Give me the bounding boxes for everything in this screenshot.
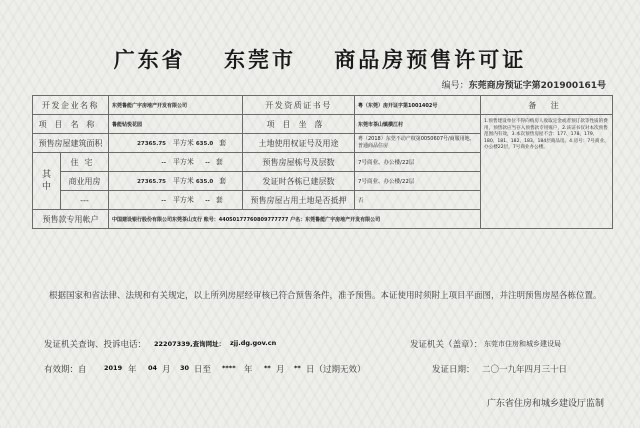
issue-date-value: 二〇一九年四月三十日 bbox=[482, 365, 568, 375]
page-title bbox=[0, 44, 640, 74]
footer-supervisor: 广东省住房和城乡建设厅监制 bbox=[486, 399, 604, 409]
mortgage-label: 预售房屋占用土地是否抵押 bbox=[243, 191, 355, 210]
certificate-table bbox=[32, 95, 613, 229]
valid-to-month: ** bbox=[264, 364, 271, 372]
valid-to-year: **** bbox=[222, 364, 236, 372]
title-province: 广东省 bbox=[113, 48, 186, 72]
commercial-label: 商业用房 bbox=[61, 172, 109, 191]
bldg-value: 7号商业、办公楼/22层 bbox=[355, 153, 481, 172]
hotline-value: 22207339,查询网址： bbox=[154, 340, 226, 348]
developer-label: 开发企业名称 bbox=[33, 96, 109, 115]
commercial-sets-unit: 套 bbox=[219, 177, 227, 185]
remarks-text: 1.预售建设单位不得向购房人收取定金或者预订款等性质的费用，预售款应当存入预售款专用账户，2.该证书仅对本次预售范围内有效，3.本次预售房屋不含：177、178、179、180、181、182、183、184层商品房。4.房号：7号商业、办公楼22层，7号商业办公楼。 bbox=[481, 115, 613, 229]
expiry-note: 日（过期无效） bbox=[306, 365, 366, 375]
cert-no-label: 编号： bbox=[441, 81, 469, 91]
statement-paragraph: 根据国家和省法律、法规和有关规定，以上所列房屋经审核已符合预售条件，准予预售。本证使用时须附上项目平面图，并注明预售房屋各栋位置。 bbox=[49, 291, 602, 301]
qizhong-label: 其 中 bbox=[33, 153, 61, 210]
location-label: 项目坐落 bbox=[243, 115, 355, 134]
other-unit: 平方米 bbox=[172, 196, 194, 204]
land-cert-label: 土地使用权证号及用途 bbox=[243, 134, 355, 153]
issue-value: 7号商业、办公楼/22层 bbox=[355, 172, 481, 191]
total-area-value: 27365.75 bbox=[137, 141, 166, 147]
bldg-label: 预售房屋栋号及层数 bbox=[243, 153, 355, 172]
office-label: 发证机关（盖章）： bbox=[410, 340, 483, 350]
table-row bbox=[33, 96, 613, 115]
title-cert-name: 商品房预售许可证 bbox=[334, 48, 527, 72]
validity-label: 有效期：自 bbox=[44, 365, 87, 375]
residential-label: 住宅 bbox=[61, 153, 109, 172]
title-city: 东莞市 bbox=[224, 48, 296, 72]
total-area-unit: 平方米 bbox=[172, 139, 194, 147]
hotline-label: 发证机关查询、投诉电话： bbox=[44, 340, 147, 350]
valid-to-day: ** bbox=[294, 364, 301, 372]
valid-from-month: 04 bbox=[148, 364, 158, 372]
qual-value: 粤（东莞）房开证字第1001402号 bbox=[355, 96, 481, 115]
certificate-number bbox=[442, 78, 606, 91]
website-link[interactable]: zjj.dg.gov.cn bbox=[230, 339, 277, 347]
valid-from-day: 30 bbox=[180, 364, 190, 372]
account-value: 中国建设银行股份有限公司东莞茶山支行 账号：44050177760809777777 户名：东莞鲁能广宇房地产开发有限公司 bbox=[109, 210, 481, 229]
remarks-label: 备 注 bbox=[481, 96, 613, 115]
residential-sets: -- bbox=[205, 160, 210, 166]
commercial-sets: 635.0 bbox=[195, 179, 214, 185]
residential-cell bbox=[109, 153, 243, 172]
residential-unit: 平方米 bbox=[172, 158, 194, 166]
total-area-label: 预售房屋建筑面积 bbox=[33, 134, 109, 153]
other-area: -- bbox=[161, 198, 166, 204]
valid-from-year: 2019 bbox=[104, 364, 123, 372]
qual-label: 开发资质证书号 bbox=[243, 96, 355, 115]
commercial-cell bbox=[109, 172, 243, 191]
location-value: 东莞市茶山镇横江村 bbox=[355, 115, 481, 134]
day-to-unit: 日至 bbox=[194, 365, 212, 375]
other-cell bbox=[109, 191, 243, 210]
commercial-unit: 平方米 bbox=[172, 177, 194, 185]
commercial-area: 27365.75 bbox=[137, 179, 166, 185]
account-label: 预售款专用帐户 bbox=[33, 210, 109, 229]
total-sets-value: 635.0 bbox=[195, 141, 214, 147]
issue-label: 发证时各栋已建层数 bbox=[243, 172, 355, 191]
table-row bbox=[33, 115, 613, 134]
year-unit: 年 bbox=[128, 365, 137, 375]
to-year-unit: 年 bbox=[244, 365, 253, 375]
mortgage-value: 否 bbox=[355, 191, 481, 210]
to-month-unit: 月 bbox=[276, 365, 285, 375]
project-label: 项目名称 bbox=[33, 115, 109, 134]
other-label: --- bbox=[61, 191, 109, 210]
total-area-cell bbox=[109, 134, 243, 153]
other-sets-unit: 套 bbox=[215, 196, 223, 204]
total-sets-unit: 套 bbox=[219, 139, 227, 147]
other-sets: -- bbox=[205, 198, 210, 204]
land-cert-value: 粤（2018）东莞不动产权第0050607号/商服用地、普通商品住房 bbox=[355, 134, 481, 153]
developer-value: 东莞鲁能广宇房地产开发有限公司 bbox=[109, 96, 243, 115]
office-value: 东莞市住房和城乡建设局 bbox=[484, 340, 561, 348]
month-unit: 月 bbox=[162, 365, 171, 375]
residential-area: -- bbox=[161, 160, 166, 166]
residential-sets-unit: 套 bbox=[215, 158, 223, 166]
project-value: 鲁能钻悦花园 bbox=[109, 115, 243, 134]
cert-no-value: 东莞商房预证字第201900161号 bbox=[468, 81, 606, 91]
issue-date-label: 发证日期： bbox=[432, 365, 475, 375]
